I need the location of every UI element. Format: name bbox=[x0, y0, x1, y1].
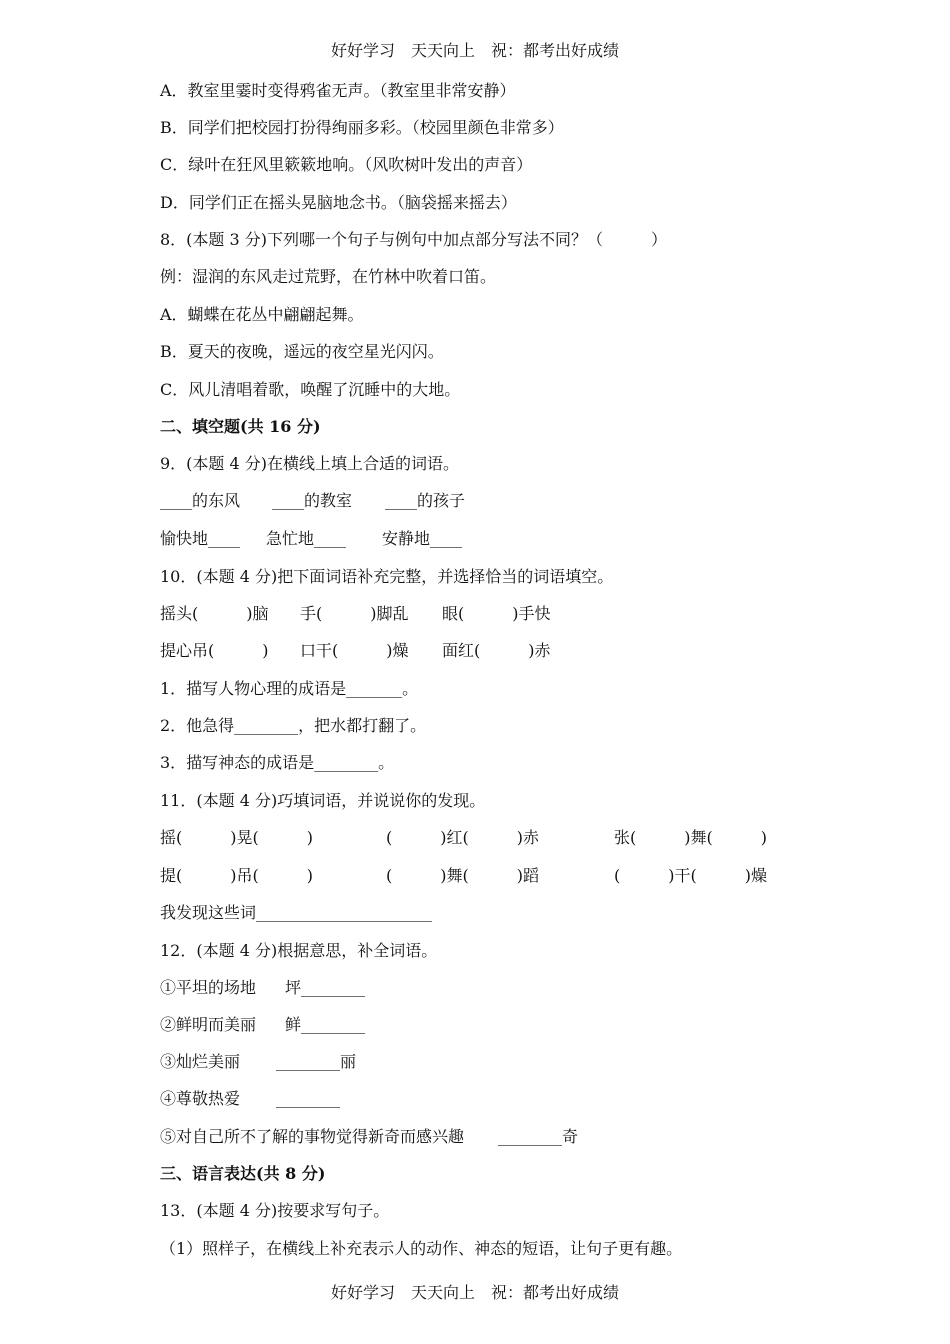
q9-blank-4: 愉快地____ bbox=[160, 529, 241, 548]
q7-option-d: D．同学们正在摇头晃脑地念书。（脑袋摇来摇去） bbox=[160, 193, 517, 212]
q12-blank-5: ________奇 bbox=[498, 1127, 579, 1146]
q9-blank-3: ____的孩子 bbox=[385, 491, 466, 510]
section-3-title: 三、语言表达(共 8 分) bbox=[160, 1164, 326, 1183]
q12-meaning-3: ③灿烂美丽 bbox=[160, 1052, 241, 1071]
q9-blank-6: 安静地____ bbox=[382, 529, 463, 548]
q12-blank-4: ________ bbox=[276, 1089, 340, 1108]
q12-meaning-4: ④尊敬热爱 bbox=[160, 1089, 241, 1108]
q8-option-a: A．蝴蝶在花丛中翩翩起舞。 bbox=[160, 305, 364, 324]
q12-meaning-2: ②鲜明而美丽 bbox=[160, 1015, 257, 1034]
q11-word-1: 摇( )晃( ) bbox=[160, 828, 313, 847]
q9-stem: 9．(本题 4 分)在横线上填上合适的词语。 bbox=[160, 454, 460, 473]
q10-idiom-6: 面红( )赤 bbox=[442, 641, 551, 660]
q8-example: 例：湿润的东风走过荒野，在竹林中吹着口笛。 bbox=[160, 267, 497, 286]
q11-word-6: ( )干( )燥 bbox=[614, 866, 767, 885]
q12-stem: 12．(本题 4 分)根据意思，补全词语。 bbox=[160, 941, 438, 960]
q10-idiom-4: 提心吊( ) bbox=[160, 641, 269, 660]
q7-option-b: B．同学们把校园打扮得绚丽多彩。（校园里颜色非常多） bbox=[160, 118, 564, 137]
q7-option-c: C．绿叶在狂风里簌簌地响。（风吹树叶发出的声音） bbox=[160, 155, 533, 174]
q10-idiom-2: 手( )脚乱 bbox=[300, 604, 409, 623]
q9-blank-1: ____的东风 bbox=[160, 491, 241, 510]
q13-sub-1: （1）照样子，在横线上补充表示人的动作、神态的短语，让句子更有趣。 bbox=[160, 1239, 683, 1258]
q10-idiom-3: 眼( )手快 bbox=[442, 604, 551, 623]
q11-word-3: 张( )舞( ) bbox=[614, 828, 767, 847]
q12-meaning-5: ⑤对自己所不了解的事物觉得新奇而感兴趣 bbox=[160, 1127, 465, 1146]
q9-blank-2: ____的教室 bbox=[272, 491, 353, 510]
q11-word-5: ( )舞( )蹈 bbox=[386, 866, 539, 885]
q12-blank-3: ________丽 bbox=[276, 1052, 357, 1071]
q10-item-2: 2．他急得________，把水都打翻了。 bbox=[160, 716, 427, 735]
page-header: 好好学习 天天向上 祝：都考出好成绩 bbox=[330, 41, 619, 60]
q13-stem: 13．(本题 4 分)按要求写句子。 bbox=[160, 1201, 390, 1220]
q12-blank-1: 坪________ bbox=[285, 978, 366, 997]
q10-idiom-5: 口干( )燥 bbox=[300, 641, 409, 660]
q10-item-3: 3．描写神态的成语是________。 bbox=[160, 753, 395, 772]
q11-stem: 11．(本题 4 分)巧填词语，并说说你的发现。 bbox=[160, 791, 486, 810]
q8-option-b: B．夏天的夜晚，遥远的夜空星光闪闪。 bbox=[160, 342, 444, 361]
section-2-title: 二、填空题(共 16 分) bbox=[160, 417, 321, 436]
q11-finding: 我发现这些词______________________ bbox=[160, 903, 433, 922]
q10-item-1: 1．描写人物心理的成语是_______。 bbox=[160, 679, 419, 698]
q9-blank-5: 急忙地____ bbox=[266, 529, 347, 548]
q8-stem: 8．(本题 3 分)下列哪一个句子与例句中加点部分写法不同？（ ） bbox=[160, 230, 668, 249]
q12-meaning-1: ①平坦的场地 bbox=[160, 978, 257, 997]
q11-word-2: ( )红( )赤 bbox=[386, 828, 539, 847]
q8-option-c: C．风儿清唱着歌，唤醒了沉睡中的大地。 bbox=[160, 380, 461, 399]
q12-blank-2: 鲜________ bbox=[285, 1015, 366, 1034]
q11-word-4: 提( )吊( ) bbox=[160, 866, 313, 885]
q10-stem: 10．(本题 4 分)把下面词语补充完整，并选择恰当的词语填空。 bbox=[160, 567, 614, 586]
page-footer: 好好学习 天天向上 祝：都考出好成绩 bbox=[330, 1283, 619, 1302]
q7-option-a: A．教室里霎时变得鸦雀无声。（教室里非常安静） bbox=[160, 81, 516, 100]
q10-idiom-1: 摇头( )脑 bbox=[160, 604, 269, 623]
